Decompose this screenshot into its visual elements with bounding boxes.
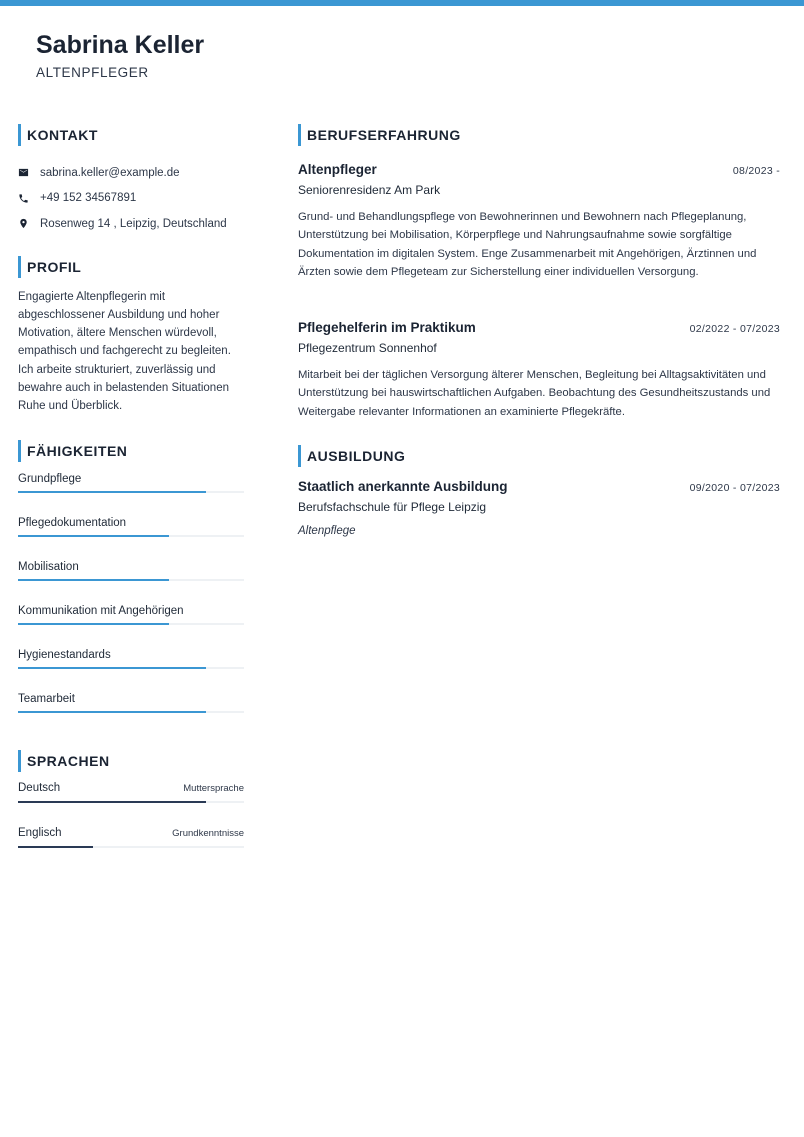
contact-list bbox=[18, 160, 244, 237]
experience-entry-date: 02/2022 - 07/2023 bbox=[689, 323, 780, 336]
profile-text: Engagierte Altenpflegerin mit abgeschlossener Ausbildung und hoher Motivation, ältere Menschen würdevoll, empathisch und fachgerecht zu begleiten. Ich arbeite strukturiert, zuverlässig und bewahre auch in belastenden Situationen Ruhe und Überblick. bbox=[18, 290, 231, 413]
language-bar-track bbox=[18, 846, 244, 848]
candidate-name: Sabrina Keller bbox=[36, 31, 205, 59]
language-item bbox=[18, 827, 244, 872]
skill-label: Teamarbeit bbox=[18, 692, 75, 705]
skill-item bbox=[18, 692, 244, 736]
languages-list bbox=[18, 782, 244, 872]
top-accent-bar bbox=[0, 0, 804, 6]
skill-label: Hygienestandards bbox=[18, 648, 111, 661]
experience-entry-date: 08/2023 - bbox=[732, 165, 780, 177]
contact-address-text: Rosenweg 14 , Leipzig, Deutschland bbox=[40, 217, 227, 230]
contact-phone-text[interactable]: +49 152 34567891 bbox=[40, 192, 137, 205]
education-entry-date: 09/2020 - 07/2023 bbox=[689, 482, 780, 495]
language-bar-fill bbox=[18, 846, 93, 848]
profile-section bbox=[18, 256, 244, 416]
skills-section-title: FÄHIGKEITEN bbox=[18, 440, 244, 462]
skill-item bbox=[18, 560, 244, 604]
contact-email bbox=[18, 160, 244, 186]
skill-bar-track bbox=[18, 711, 244, 713]
location-pin-icon bbox=[18, 218, 29, 229]
skill-bar-fill bbox=[18, 579, 169, 581]
skill-item bbox=[18, 604, 244, 648]
contact-section-title: KONTAKT bbox=[18, 124, 244, 146]
languages-section-title: SPRACHEN bbox=[18, 750, 244, 772]
phone-icon bbox=[18, 193, 29, 204]
skill-item bbox=[18, 648, 244, 692]
skill-bar-fill bbox=[18, 667, 206, 669]
language-item bbox=[18, 782, 244, 827]
skill-label: Mobilisation bbox=[18, 560, 79, 573]
skill-bar-track bbox=[18, 491, 244, 493]
left-column bbox=[18, 124, 244, 872]
contact-address bbox=[18, 211, 244, 237]
candidate-job-title: ALTENPFLEGER bbox=[36, 65, 149, 80]
language-level: Muttersprache bbox=[183, 782, 244, 794]
experience-section-title: BERUFSERFAHRUNG bbox=[298, 124, 780, 146]
skill-label: Pflegedokumentation bbox=[18, 516, 127, 529]
skills-section bbox=[18, 440, 244, 736]
profile-section-title: PROFIL bbox=[18, 256, 244, 278]
skill-bar-fill bbox=[18, 491, 206, 493]
skill-item bbox=[18, 516, 244, 560]
skill-bar-fill bbox=[18, 535, 169, 537]
experience-entry-title: Altenpfleger bbox=[298, 162, 377, 177]
education-entry-org: Berufsfachschule für Pflege Leipzig bbox=[298, 500, 487, 515]
education-entry-note: Altenpflege bbox=[298, 525, 356, 538]
skill-item bbox=[18, 472, 244, 516]
experience-entry-org: Pflegezentrum Sonnenhof bbox=[298, 341, 437, 356]
language-label: Deutsch bbox=[18, 781, 61, 794]
education-section-title: AUSBILDUNG bbox=[298, 445, 780, 467]
resume-header bbox=[36, 30, 204, 80]
language-level: Grundkenntnisse bbox=[172, 827, 244, 839]
experience-entry bbox=[298, 162, 780, 281]
language-bar-fill bbox=[18, 801, 206, 803]
language-label: Englisch bbox=[18, 826, 62, 839]
experience-entry-desc: Mitarbeit bei der täglichen Versorgung älterer Menschen, Begleitung bei Alltagsaktivitäten und Unterstützung bei hauswirtschaftlichen Aufgaben. Beobachtung des Gesundheitszustands und Weitergabe relevanter Informationen an examinierte Pflegekräfte. bbox=[298, 369, 771, 418]
skill-bar-track bbox=[18, 535, 244, 537]
skill-bar-fill bbox=[18, 623, 169, 625]
skill-bar-track bbox=[18, 667, 244, 669]
experience-entry-desc: Grund- und Behandlungspflege von Bewohnerinnen und Bewohnern nach Pflegeplanung, Unterstützung bei Mobilisation, Körperpflege und Nahrungsaufnahme sowie sorgfältige Dokumentation im digitalen System. Enge Zusammenarbeit mit Angehörigen, Ärztinnen und Ärzten sowie dem Pflegeteam zur Sicherstellung einer individuellen Versorgung. bbox=[298, 211, 757, 278]
experience-section bbox=[298, 124, 780, 421]
mail-icon bbox=[18, 167, 29, 178]
skill-bar-fill bbox=[18, 711, 206, 713]
contact-email-text[interactable]: sabrina.keller@example.de bbox=[40, 166, 180, 179]
experience-entry-title: Pflegehelferin im Praktikum bbox=[298, 320, 476, 336]
skill-label: Grundpflege bbox=[18, 472, 82, 485]
contact-section bbox=[18, 124, 244, 237]
right-column bbox=[298, 124, 780, 537]
education-entry-title: Staatlich anerkannte Ausbildung bbox=[298, 479, 508, 495]
skill-bar-track bbox=[18, 579, 244, 581]
skill-label: Kommunikation mit Angehörigen bbox=[18, 604, 184, 617]
skill-bar-track bbox=[18, 623, 244, 625]
languages-section bbox=[18, 750, 244, 872]
education-section bbox=[298, 445, 780, 537]
contact-phone bbox=[18, 186, 244, 212]
experience-entry bbox=[298, 320, 780, 421]
education-entry bbox=[298, 479, 780, 537]
skills-list bbox=[18, 472, 244, 736]
experience-entry-org: Seniorenresidenz Am Park bbox=[298, 183, 441, 197]
language-bar-track bbox=[18, 801, 244, 803]
